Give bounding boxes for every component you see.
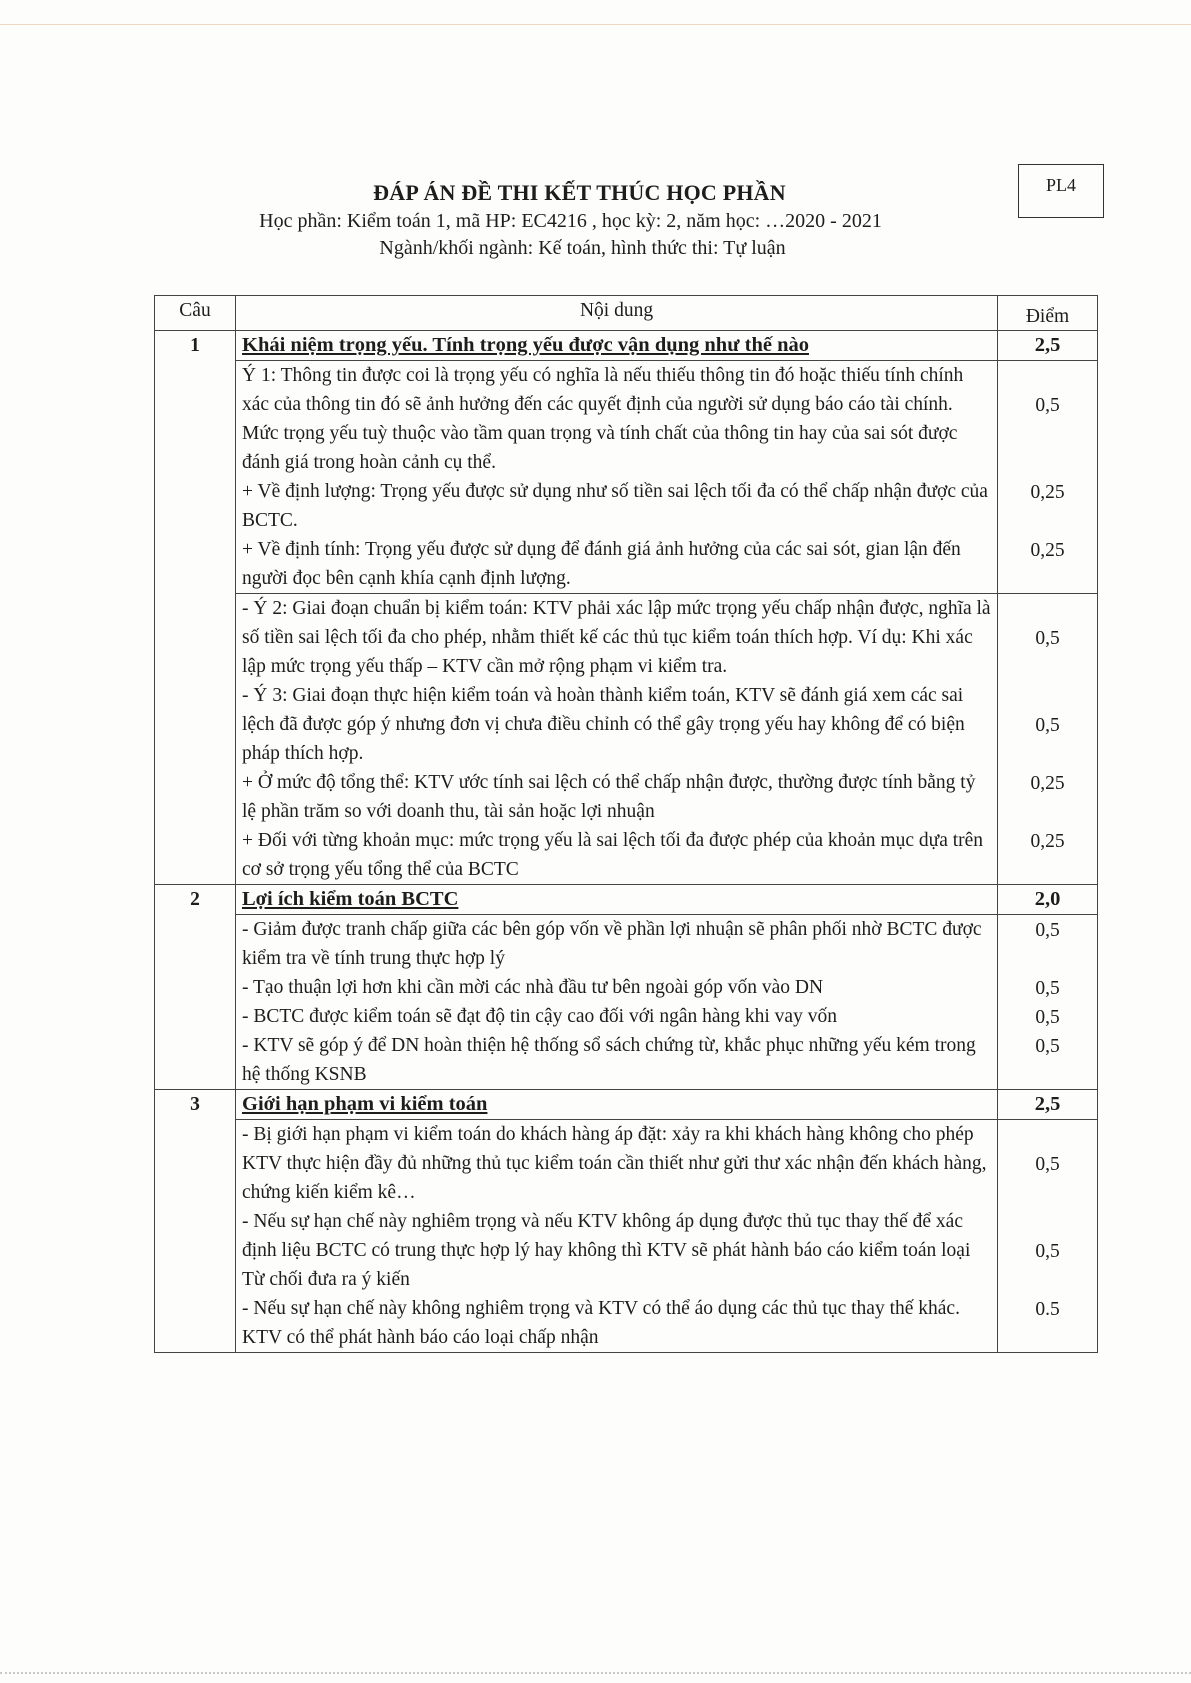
answer-item-text: - Nếu sự hạn chế này không nghiêm trọng và KTV có thể áo dụng các thủ tục thay thế khác. KTV có thể phát hành báo cáo loại chấp nhận — [242, 1298, 960, 1348]
question-total-score: 2,5 — [998, 1090, 1098, 1120]
question-title: Giới hạn phạm vi kiểm toán — [236, 1090, 998, 1120]
answer-scores — [998, 361, 1098, 594]
answer-item-score: 0,5 — [1035, 1240, 1060, 1262]
question-number: 3 — [155, 1090, 236, 1353]
bottom-edge-line — [0, 1672, 1191, 1674]
answer-item-text: - Bị giới hạn phạm vi kiểm toán do khách hàng áp đặt: xảy ra khi khách hàng không cho phép KTV thực hiện đầy đủ những thủ tục kiểm toán cần thiết như gửi thư xác nhận đến khách hàng, chứng kiến kiểm kê… — [242, 1124, 987, 1203]
answer-item-score: 0,5 — [1035, 714, 1060, 736]
answer-group-row — [155, 1120, 1098, 1353]
answer-item-score: 0.5 — [1035, 1298, 1060, 1320]
top-edge-line — [0, 24, 1191, 25]
answer-item-text: - BCTC được kiểm toán sẽ đạt độ tin cậy cao đối với ngân hàng khi vay vốn — [242, 1006, 837, 1027]
answer-item-score: 0,5 — [1035, 919, 1060, 941]
answer-scores — [998, 1120, 1098, 1353]
question-total-score: 2,5 — [998, 331, 1098, 361]
answer-content — [236, 1120, 998, 1353]
appendix-badge: PL4 — [1018, 164, 1104, 218]
major-info: Ngành/khối ngành: Kế toán, hình thức thi: Tự luận — [379, 237, 786, 259]
answer-scores — [998, 915, 1098, 1090]
question-number: 1 — [155, 331, 236, 885]
answer-item-score: 0,5 — [1035, 1153, 1060, 1175]
question-title-row — [155, 331, 1098, 361]
question-title-row — [155, 885, 1098, 915]
answer-item-text: - KTV sẽ góp ý để DN hoàn thiện hệ thống sổ sách chứng từ, khắc phục những yếu kém trong hệ thống KSNB — [242, 1035, 976, 1085]
answer-item-text: - Giảm được tranh chấp giữa các bên góp vốn về phần lợi nhuận sẽ phân phối nhờ BCTC được kiểm tra về tính trung thực hợp lý — [242, 919, 982, 969]
answer-content — [236, 915, 998, 1090]
answer-item-text: - Ý 2: Giai đoạn chuẩn bị kiểm toán: KTV phải xác lập mức trọng yếu chấp nhận được, nghĩa là số tiền sai lệch tối đa cho phép, nhằm thiết kế các thủ tục kiểm toán thích hợp. Ví dụ: Khi xác lập mức trọng yếu thấp – KTV cần mở rộng phạm vi kiểm tra. — [242, 598, 991, 677]
answer-item-score: 0,5 — [1035, 1035, 1060, 1057]
answer-content — [236, 594, 998, 885]
answer-item-score: 0,25 — [1030, 830, 1065, 852]
answer-item-text: Ý 1: Thông tin được coi là trọng yếu có nghĩa là nếu thiếu thông tin đó hoặc thiếu tính chính xác của thông tin đó sẽ ảnh hưởng đến các quyết định của người sử dụng báo cáo tài chính. Mức trọng yếu tuỳ thuộc vào tầm quan trọng và tính chất của thông tin hay của sai sót được đánh giá trong hoàn cảnh cụ thể. — [242, 365, 964, 473]
answer-group-row — [155, 915, 1098, 1090]
questions-body — [155, 331, 1098, 1353]
col-score-header: Điểm — [998, 296, 1098, 331]
answer-table — [154, 295, 1098, 1353]
answer-item-text: - Ý 3: Giai đoạn thực hiện kiểm toán và hoàn thành kiểm toán, KTV sẽ đánh giá xem các sai lệch đã được góp ý nhưng đơn vị chưa điều chỉnh có thể gây trọng yếu hay không để có biện pháp thích hợp. — [242, 685, 965, 764]
answer-item-score: 0,5 — [1035, 627, 1060, 649]
question-number: 2 — [155, 885, 236, 1090]
answer-group-row — [155, 361, 1098, 594]
answer-item-text: - Nếu sự hạn chế này nghiêm trọng và nếu KTV không áp dụng được thủ tục thay thế để xác định liệu BCTC có trung thực hợp lý hay không thì KTV sẽ phát hành báo cáo kiểm toán loại Từ chối đưa ra ý kiến — [242, 1211, 971, 1290]
answer-item-text: + Về định lượng: Trọng yếu được sử dụng như số tiền sai lệch tối đa có thể chấp nhận được của BCTC. — [242, 481, 988, 531]
answer-item-score: 0,25 — [1030, 772, 1065, 794]
answer-content — [236, 361, 998, 594]
table-header-row — [155, 296, 1098, 331]
answer-item-text: - Tạo thuận lợi hơn khi cần mời các nhà đầu tư bên ngoài góp vốn vào DN — [242, 977, 824, 998]
answer-item-text: + Về định tính: Trọng yếu được sử dụng để đánh giá ảnh hưởng của các sai sót, gian lận đến người đọc bên cạnh khía cạnh định lượng. — [242, 539, 961, 589]
col-question-header: Câu — [155, 296, 236, 331]
question-total-score: 2,0 — [998, 885, 1098, 915]
document-header — [0, 180, 1191, 260]
col-content-header: Nội dung — [236, 296, 998, 331]
question-title-row — [155, 1090, 1098, 1120]
answer-item-score: 0,5 — [1035, 1006, 1060, 1028]
course-info: Học phần: Kiểm toán 1, mã HP: EC4216 , học kỳ: 2, năm học: …2020 - 2021 — [259, 210, 882, 232]
question-title: Lợi ích kiểm toán BCTC — [236, 885, 998, 915]
answer-scores — [998, 594, 1098, 885]
document-title: ĐÁP ÁN ĐỀ THI KẾT THÚC HỌC PHẦN — [373, 180, 786, 205]
question-title: Khái niệm trọng yếu. Tính trọng yếu được vận dụng như thế nào — [236, 331, 998, 361]
answer-item-text: + Ở mức độ tổng thể: KTV ước tính sai lệch có thể chấp nhận được, thường được tính bằng tỷ lệ phần trăm so với doanh thu, tài sản hoặc lợi nhuận — [242, 772, 976, 822]
answer-item-text: + Đối với từng khoản mục: mức trọng yếu là sai lệch tối đa được phép của khoản mục dựa trên cơ sở trọng yếu tổng thể của BCTC — [242, 830, 984, 880]
answer-item-score: 0,5 — [1035, 977, 1060, 999]
answer-item-score: 0,5 — [1035, 394, 1060, 416]
answer-group-row — [155, 594, 1098, 885]
answer-item-score: 0,25 — [1030, 481, 1065, 503]
answer-item-score: 0,25 — [1030, 539, 1065, 561]
